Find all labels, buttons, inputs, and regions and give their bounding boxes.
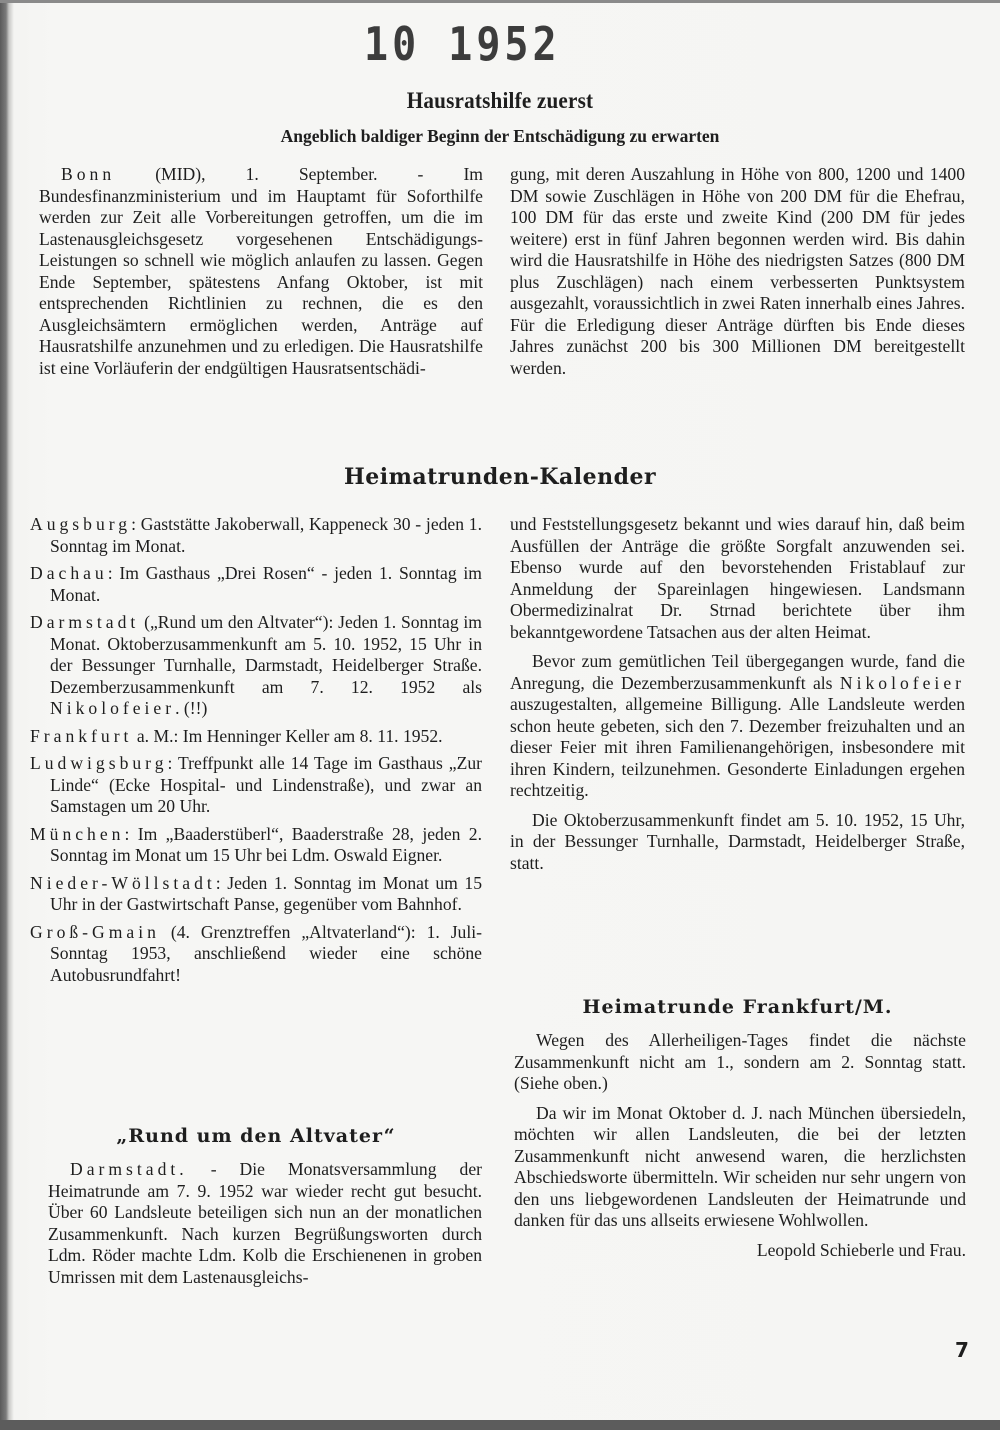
frankfurt-paragraph-2: Da wir im Monat Oktober d. J. nach München übersiedeln, möchten wir allen Landsleuten, die bei der letzten Zusammenkunft nicht anwesend waren, die herzlichsten Abschiedsworte übermitteln. Wir scheiden nur sehr ungern von den uns liebgewordenen Landsleuten der Heimatrunde und danken für das uns allseits erwiesene Wohlwollen. <box>514 1102 966 1230</box>
calendar-list <box>30 514 482 992</box>
article-title-hausratshilfe: Hausratshilfe zuerst <box>406 88 594 113</box>
frankfurt-title: Heimatrunde Frankfurt/M. <box>582 996 893 1018</box>
entry-text: (4. Grenztreffen „Altvaterland“): 1. Juli-Sonntag 1953, anschließend wieder eine schöne Autobusrundfahrt! <box>50 921 482 985</box>
article1-right-column <box>510 164 965 379</box>
calendar-entry <box>30 612 482 720</box>
entry-text: : Treffpunkt alle 14 Tage im Gasthaus „Zur Linde“ (Ecke Hospital- und Lindenstraße), und zwar an Samstagen um 20 Uhr. <box>50 753 482 816</box>
paragraph-text: Bevor zum gemütlichen Teil übergegangen wurde, fand die Anregung, die Dezemberzusammenkunft als <box>510 651 965 693</box>
dateline: Bonn <box>61 164 116 184</box>
bottom-edge <box>0 1420 1000 1430</box>
entry-emphasis: Nikolofeier <box>50 698 176 718</box>
altvater-right-column <box>510 514 965 882</box>
article1-left-column <box>39 164 483 379</box>
entry-text: („Rund um den Altvater“): Jeden 1. Sonntag im Monat. Oktoberzusammenkunft am 5. 10. 1952, 15 Uhr in der Bessunger Turnhalle, Darmstadt, Heidelberger Straße. Dezemberzusammenkunft am 7. 12. 1952 als <box>50 612 482 697</box>
entry-text: : Im Gasthaus „Drei Rosen“ - jeden 1. Sonntag im Monat. <box>50 563 482 605</box>
dateline: Darmstadt. <box>70 1159 188 1179</box>
signature: Leopold Schieberle und Frau. <box>756 1239 966 1260</box>
altvater-paragraph-2 <box>510 651 965 802</box>
entry-place: München <box>30 823 125 844</box>
calendar-entry <box>30 514 482 557</box>
entry-text: : Jeden 1. Sonntag im Monat um 15 Uhr in der Gastwirtschaft Panse, gegenüber vom Bahnhof. <box>50 872 482 914</box>
paragraph-text: auszugestalten, allgemeine Billigung. Alle Landsleute werden schon heute gebeten, sich den 7. Dezember freizuhalten und an dieser Feier mit ihren Familienangehörigen, insbesondere mit ihren Kindern, teilzunehmen. Gesonderte Einladungen ergehen rechtzeitig. <box>510 694 965 800</box>
calendar-entry <box>30 563 482 606</box>
altvater-text-right: und Feststellungsgesetz bekannt und wies darauf hin, daß beim Ausfüllen der Anträge die größte Sorgfalt anzuwenden sei. Ebenso wurde auf den bevorstehenden Fristablauf zur Anmeldung der Spareinlagen hingewiesen. Landsmann Obermedizinalrat Dr. Strnad berichtete über ihm bekanntgewordene Tatsachen aus der alten Heimat. <box>510 514 965 642</box>
entry-place: Ludwigsburg <box>30 753 168 773</box>
entry-place: Dachau <box>30 563 108 583</box>
entry-place: Frankfurt <box>30 725 133 746</box>
calendar-entry <box>30 824 482 867</box>
entry-text: : Gaststätte Jakoberwall, Kappeneck 30 - jeden 1. Sonntag im Monat. <box>50 514 482 556</box>
frankfurt-paragraph-1: Wegen des Allerheiligen-Tages findet die nächste Zusammenkunft nicht am 1., sondern am 2. Sonntag statt. (Siehe oben.) <box>514 1030 966 1093</box>
calendar-entry <box>30 726 482 748</box>
calendar-entry <box>30 922 482 987</box>
paragraph-emphasis: Nikolofeier <box>839 672 965 693</box>
calendar-entry <box>30 753 482 818</box>
top-edge <box>0 0 1000 3</box>
article1-text-right: gung, mit deren Auszahlung in Höhe von 800, 1200 und 1400 DM sowie Zuschlägen in Höhe von 200 DM für die Ehefrau, 100 DM für das erste und zweite Kind (200 DM für jedes weitere) erst in fünf Jahren begonnen werden wird. Bis dahin wird die Hausratshilfe in Höhe des niedrigsten Satzes (800 DM plus Zuschlägen) nach einem verbesserten Punktsystem ausgezahlt, voraussichtlich in zwei Raten innerhalb eines Jahres. Für die Erledigung dieser Anträge dürften bis Ende dieses Jahres zunächst 200 bis 300 Millionen DM bereitgestellt werden. <box>510 164 965 378</box>
entry-text: a. M.: Im Henninger Keller am 8. 11. 1952. <box>132 725 443 746</box>
article1-text-left: (MID), 1. September. - Im Bundesfinanzministerium und im Hauptamt für Soforthilfe werden zur Zeit alle Vorbereitungen getroffen, um die im Lastenausgleichsgesetz vorgesehenen Entschädigungs-Leistungen so schnell wie möglich anlaufen zu lassen. Gegen Ende September, spätestens Anfang Oktober, ist mit entsprechenden Richtlinien zu rechnen, die es den Ausgleichsämtern ermöglichen werden, Anträge auf Hausratshilfe anzunehmen und zu erledigen. Die Hausratshilfe ist eine Vorläuferin der endgültigen Hausratsentschädi- <box>39 164 483 378</box>
frankfurt-column <box>514 1030 966 1269</box>
entry-place: Groß-Gmain <box>30 921 160 942</box>
altvater-left-column <box>48 1159 482 1288</box>
calendar-title: Heimatrunden-Kalender <box>343 464 657 490</box>
entry-text: : Im „Baaderstüberl“, Baaderstraße 28, jeden 2. Sonntag im Monat um 15 Uhr bei Ldm. Oswald Eigner. <box>50 823 482 865</box>
altvater-paragraph-3: Die Oktoberzusammenkunft findet am 5. 10. 1952, 15 Uhr, in der Bessunger Turnhalle, Darmstadt, Heidelberger Straße, statt. <box>510 809 965 873</box>
entry-tail: . (!!) <box>175 698 208 718</box>
date-stamp: 10 1952 <box>364 18 561 72</box>
calendar-entry <box>30 873 482 916</box>
altvater-text-left: - Die Monatsversammlung der Heimatrunde am 7. 9. 1952 war wieder recht gut besucht. Über 60 Landsleute beteiligen sich nun an der monatlichen Zusammenkunft. Nach kurzen Begrüßungsworten durch Ldm. Röder machte Ldm. Kolb die Erschienenen in groben Umrissen mit dem Lastenausgleichs- <box>48 1159 482 1287</box>
altvater-title: „Rund um den Altvater“ <box>116 1125 396 1147</box>
article-subtitle: Angeblich baldiger Beginn der Entschädigung zu erwarten <box>280 126 720 146</box>
entry-place: Darmstadt <box>30 612 140 632</box>
entry-place: Augsburg <box>30 514 132 534</box>
entry-place: Nieder-Wöllstadt <box>30 872 216 893</box>
page-number: 7 <box>955 1338 969 1362</box>
